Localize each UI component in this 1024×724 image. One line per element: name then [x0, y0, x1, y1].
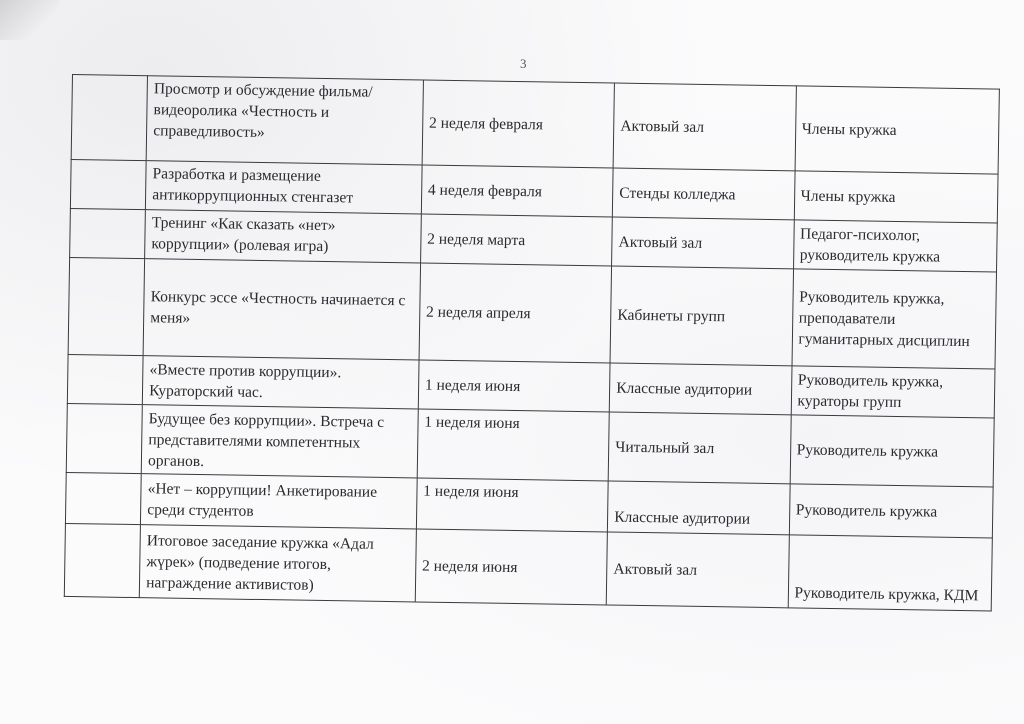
responsible-cell: Педагог-психолог, руководитель кружка [793, 220, 997, 272]
date-cell: 2 неделя апреля [419, 263, 612, 363]
responsible-cell: Руководитель кружка, преподаватели гуманитарных дисциплин [792, 269, 997, 369]
date-cell: 4 неделя февраля [421, 165, 613, 217]
row-number-cell [71, 75, 147, 161]
event-cell: Тренинг «Как сказать «нет» коррупции» (ролевая игра) [145, 210, 421, 263]
row-number-cell [64, 523, 140, 597]
event-cell: Разработка и размещение антикоррупционных стенгазет [146, 161, 422, 214]
responsible-cell: Руководитель кружка [790, 415, 995, 487]
date-cell: 2 неделя февраля [422, 80, 615, 168]
date-cell: 2 неделя марта [420, 214, 612, 266]
event-plan-table-wrapper [64, 74, 1000, 612]
date-cell: 1 неделя июня [418, 360, 610, 412]
table-row [64, 523, 992, 611]
place-cell: Классные аудитории [609, 363, 791, 415]
row-number-cell [68, 257, 145, 355]
responsible-cell: Члены кружка [794, 171, 998, 223]
place-cell: Актовый зал [606, 532, 789, 608]
responsible-cell: Руководитель кружка, кураторы групп [791, 366, 995, 418]
table-row [71, 75, 999, 175]
event-cell: Будущее без коррупции». Встреча с представителями компетентных органов. [141, 405, 418, 478]
table-row [68, 257, 996, 369]
place-cell: Читальный зал [608, 412, 790, 484]
event-cell: «Нет – коррупции! Анкетирование среди студентов [141, 474, 417, 529]
place-cell: Актовый зал [612, 217, 794, 269]
page-number: 3 [520, 56, 527, 71]
event-cell: Конкурс эссе «Честность начинается с меня» [143, 259, 420, 360]
event-cell: Итоговое заседание кружка «Адал жүрек» (подведение итогов, награждение активистов) [139, 525, 416, 602]
event-plan-table [64, 74, 1000, 612]
responsible-cell: Члены кружка [795, 86, 1000, 174]
date-cell: 2 неделя июня [415, 529, 608, 605]
date-cell: 1 неделя июня [416, 478, 608, 532]
event-cell: Просмотр и обсуждение фильма/видеоролика «Честность и справедливость» [146, 76, 423, 165]
place-cell: Актовый зал [613, 83, 796, 171]
place-cell: Кабинеты групп [610, 266, 793, 366]
scan-corner-shadow [0, 0, 60, 40]
row-number-cell [67, 354, 143, 404]
row-number-cell [70, 208, 146, 258]
date-cell: 1 неделя июня [417, 409, 609, 481]
row-number-cell [70, 159, 146, 209]
row-number-cell [66, 403, 142, 473]
place-cell: Классные аудитории [608, 481, 790, 535]
responsible-cell: Руководитель кружка, КДМ [788, 535, 993, 611]
row-number-cell [65, 472, 141, 524]
responsible-cell: Руководитель кружка [789, 484, 993, 538]
event-cell: «Вместе против коррупции». Кураторский час. [142, 356, 418, 409]
place-cell: Стенды колледжа [612, 168, 794, 220]
